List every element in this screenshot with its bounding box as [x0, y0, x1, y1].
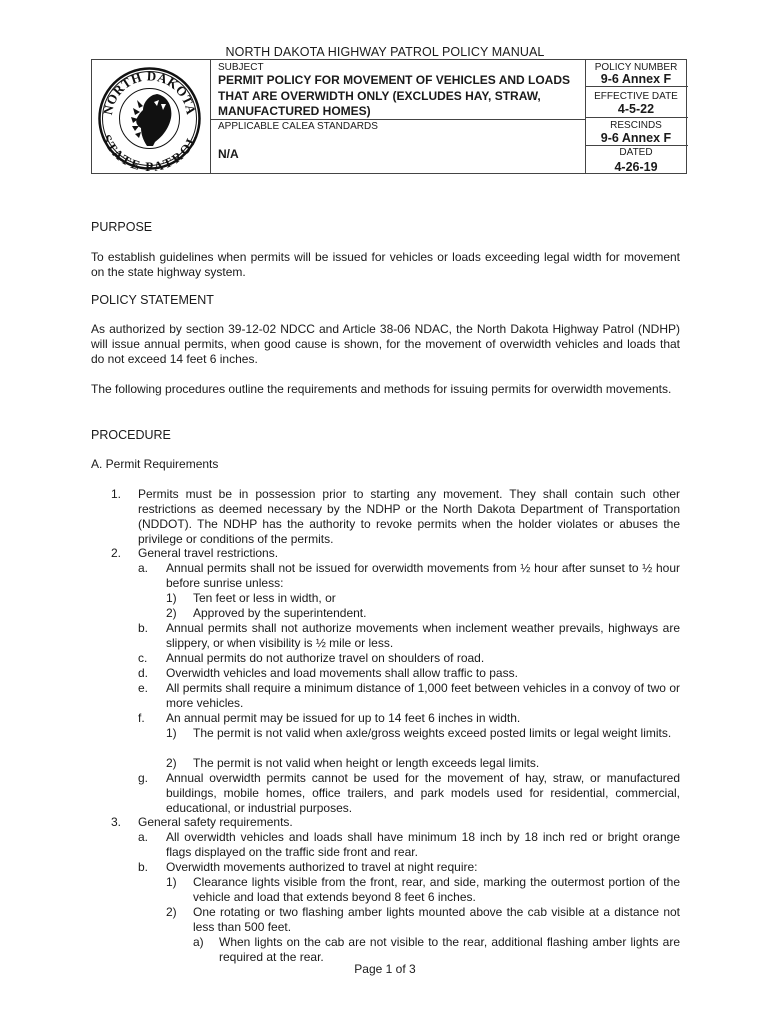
list-marker: 2) [166, 905, 177, 919]
list-marker: d. [138, 666, 149, 680]
dated-label: DATED [619, 147, 653, 158]
seal-top-text: NORTH DAKOTA [99, 68, 200, 117]
header-divider [585, 86, 688, 87]
state-patrol-seal [97, 66, 202, 171]
policy-statement-paragraph: The following procedures outline the requirements and methods for issuing permits for overwidth movements. [91, 382, 672, 396]
policy-statement-heading: POLICY STATEMENT [91, 293, 214, 307]
list-marker: 1) [166, 591, 177, 605]
manual-title: NORTH DAKOTA HIGHWAY PATROL POLICY MANUAL [225, 45, 545, 59]
list-marker: 2. [111, 546, 122, 560]
list-item: When lights on the cab are not visible to the rear, additional flashing amber lights are required at the rear. [219, 935, 680, 964]
effective-date-label: EFFECTIVE DATE [594, 91, 678, 102]
list-item: The permit is not valid when axle/gross weights exceed posted limits or legal weight limits. [193, 726, 672, 740]
list-item: Annual permits shall not authorize movements when inclement weather prevails, highways are slippery, or when visibility is ½ mile or less. [166, 621, 680, 650]
list-marker: 1) [166, 726, 177, 740]
rescinds-value: 9-6 Annex F [600, 131, 672, 145]
list-item: Clearance lights visible from the front, rear, and side, marking the outermost portion of the vehicle and load that extends beyond 8 feet 6 inches. [193, 875, 680, 904]
list-marker: b. [138, 621, 149, 635]
list-marker: e. [138, 681, 149, 695]
effective-date: 4-5-22 [617, 102, 655, 116]
list-item: All permits shall require a minimum distance of 1,000 feet between vehicles in a convoy of two or more vehicles. [166, 681, 680, 710]
list-item: Overwidth vehicles and load movements shall allow traffic to pass. [166, 666, 518, 680]
list-marker: f. [138, 711, 145, 725]
list-item: An annual permit may be issued for up to 14 feet 6 inches in width. [166, 711, 521, 725]
list-marker: a. [138, 561, 149, 575]
header-divider [210, 60, 211, 173]
calea-value: N/A [218, 147, 239, 161]
page-number: Page 1 of 3 [354, 962, 416, 976]
policy-statement-paragraph: As authorized by section 39-12-02 NDCC and Article 38-06 NDAC, the North Dakota Highway Patrol (NDHP) will issue annual permits, when good cause is shown, for the movement of overwidth vehicles and loads that do not exceed 14 feet 6 inches. [91, 322, 680, 366]
list-marker: g. [138, 771, 149, 785]
list-marker: 1) [166, 875, 177, 889]
list-item: One rotating or two flashing amber lights mounted above the cab visible at a distance not less than 500 feet. [193, 905, 680, 934]
list-item: Permits must be in possession prior to starting any movement. They shall contain such other restrictions as deemed necessary by the NDHP or the North Dakota Department of Transportation (NDDOT). The NDHP has the authority to revoke permits when the holder violates or abuses the privilege or conditions of the permits. [138, 487, 680, 546]
list-item: All overwidth vehicles and loads shall have minimum 18 inch by 18 inch red or bright orange flags displayed on the traffic side front and rear. [166, 830, 680, 859]
procedure-heading: PROCEDURE [91, 428, 171, 442]
calea-label: APPLICABLE CALEA STANDARDS [218, 121, 378, 132]
list-marker: a) [193, 935, 204, 949]
list-item: Annual permits shall not be issued for overwidth movements from ½ hour after sunset to ½ hour before sunrise unless: [166, 561, 680, 590]
list-marker: 1. [111, 487, 122, 501]
list-marker: 3. [111, 815, 122, 829]
list-item: Annual permits do not authorize travel on shoulders of road. [166, 651, 485, 665]
list-marker: 2) [166, 606, 177, 620]
policy-number: 9-6 Annex F [600, 72, 672, 86]
dated-value: 4-26-19 [614, 160, 658, 174]
list-item: Annual overwidth permits cannot be used for the movement of hay, straw, or manufactured buildings, mobile homes, office trailers, and park models used for residential, commercial, educational, or industrial purposes. [166, 771, 680, 815]
purpose-text: To establish guidelines when permits will be issued for vehicles or loads exceeding legal width for movement on the state highway system. [91, 250, 680, 279]
rescinds-label: RESCINDS [610, 120, 662, 131]
policy-number-label: POLICY NUMBER [594, 62, 678, 73]
header-divider [585, 145, 688, 146]
seal-bottom-text: STATE PATROL [99, 132, 200, 171]
header-divider [585, 117, 688, 118]
list-marker: a. [138, 830, 149, 844]
list-marker: c. [138, 651, 148, 665]
list-item: Ten feet or less in width, or [193, 591, 336, 605]
purpose-heading: PURPOSE [91, 220, 153, 234]
policy-subject: PERMIT POLICY FOR MOVEMENT OF VEHICLES AND LOADS THAT ARE OVERWIDTH ONLY (EXCLUDES HAY, STRAW, MANUFACTURED HOMES) [218, 73, 571, 118]
section-a-heading: A. Permit Requirements [91, 457, 219, 471]
list-item: General travel restrictions. [138, 546, 279, 560]
list-marker: b. [138, 860, 149, 874]
list-item: General safety requirements. [138, 815, 293, 829]
list-item: Approved by the superintendent. [193, 606, 367, 620]
list-item: Overwidth movements authorized to travel at night require: [166, 860, 478, 874]
list-marker: 2) [166, 756, 177, 770]
list-item: The permit is not valid when height or length exceeds legal limits. [193, 756, 540, 770]
subject-label: SUBJECT [218, 62, 264, 73]
